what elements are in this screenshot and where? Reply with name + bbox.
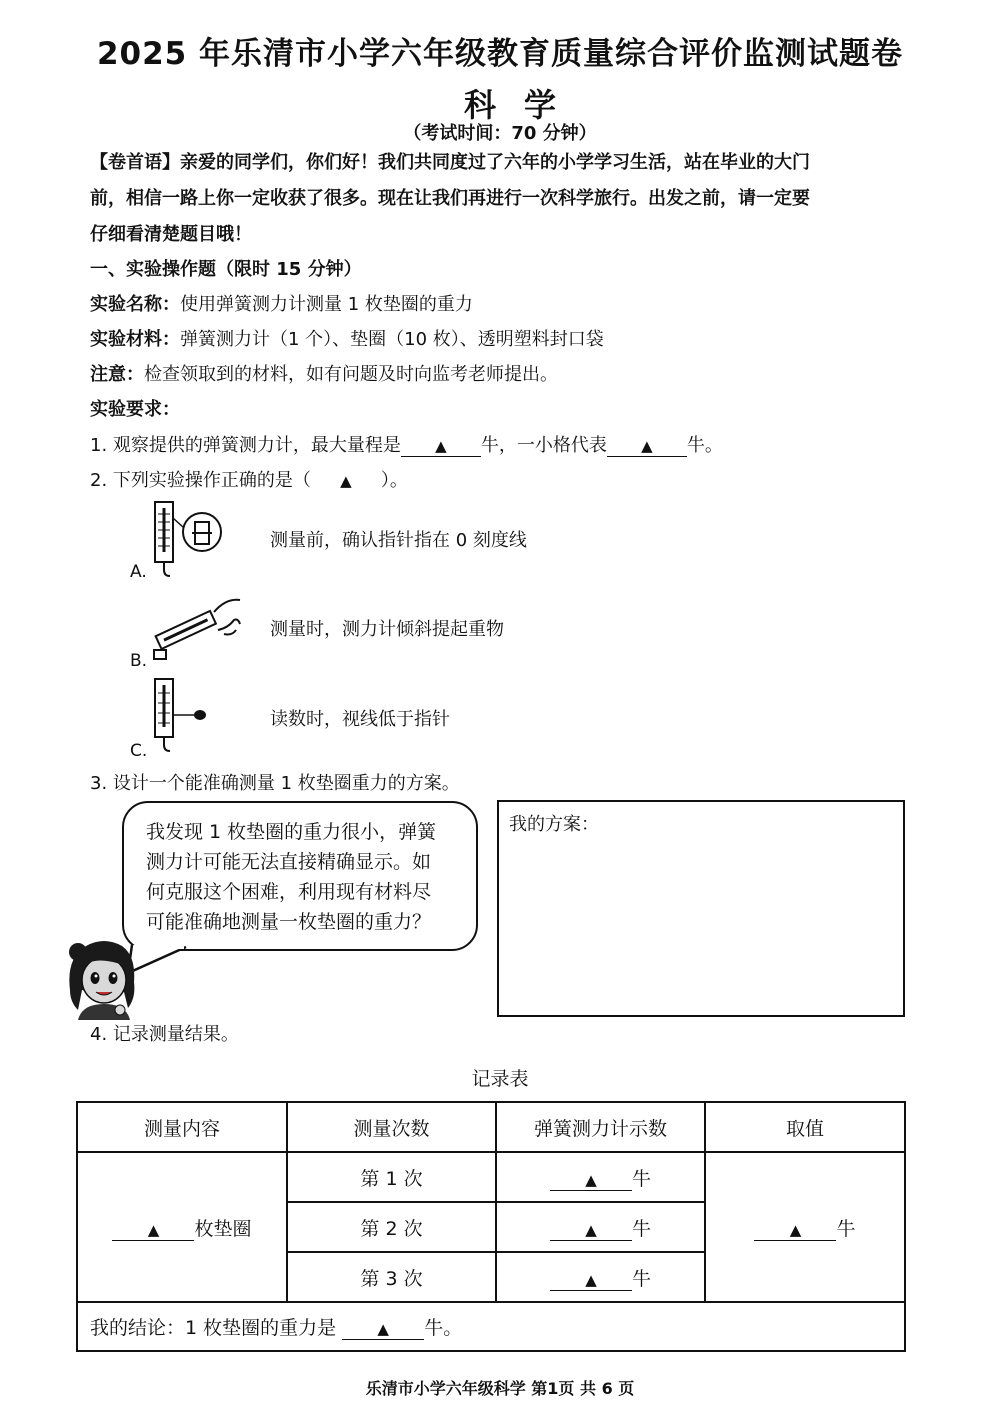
girl-character-icon: [64, 938, 146, 1020]
option-b-text: 测量时，测力计倾斜提起重物: [270, 619, 504, 640]
header-value: 取值: [705, 1102, 905, 1152]
blank-marker: ▲: [789, 1220, 802, 1239]
value-blank[interactable]: [754, 1219, 836, 1241]
blank-marker: ▲: [585, 1270, 597, 1289]
option-a-label: A.: [130, 562, 147, 582]
requirements-label: 实验要求：: [90, 399, 180, 420]
unit: 牛: [631, 1267, 651, 1290]
bubble-line: 可能准确地测量一枚垫圈的重力？: [146, 911, 432, 933]
plan-answer-box[interactable]: [497, 800, 905, 1017]
subject-title: 科学: [463, 86, 584, 124]
question-4: 4. 记录测量结果。: [90, 1024, 239, 1045]
trial-label: 第 3 次: [287, 1252, 496, 1302]
spring-scale-eye-illustration: [148, 675, 218, 757]
question-3: 3. 设计一个能准确测量 1 枚垫圈重力的方案。: [90, 773, 460, 794]
reading-cell: [496, 1152, 705, 1202]
materials-label: 实验材料：: [90, 329, 180, 350]
conclusion-blank[interactable]: [342, 1318, 424, 1340]
reading-blank-1[interactable]: [550, 1169, 632, 1191]
blank-marker: ▲: [147, 1220, 160, 1239]
blank-marker: ▲: [585, 1220, 597, 1239]
record-table: [76, 1101, 906, 1352]
conclusion-cell: [77, 1302, 905, 1351]
experiment-name-label: 实验名称：: [90, 294, 180, 315]
conclusion-row: [77, 1302, 905, 1351]
content-cell: [77, 1152, 287, 1302]
experiment-name: [90, 292, 473, 318]
trial-label: 第 1 次: [287, 1152, 496, 1202]
q1-part1: 1. 观察提供的弹簧测力计，最大量程是: [90, 435, 401, 456]
preface-line-3: 仔细看清楚题目哦！: [90, 224, 252, 245]
page-footer: 乐清市小学六年级科学 第1页 共 6 页: [365, 1379, 635, 1398]
unit: 牛: [836, 1217, 856, 1240]
q2-answer-slot[interactable]: [311, 468, 381, 494]
option-a-text: 测量前，确认指针指在 0 刻度线: [270, 530, 527, 551]
spring-scale-zero-illustration: [148, 500, 228, 582]
conclusion-text-b: 牛。: [424, 1317, 463, 1339]
content-suffix: 枚垫圈: [194, 1217, 252, 1240]
preface-line-2: 前，相信一路上你一定收获了很多。现在让我们再进行一次科学旅行。出发之前，请一定要: [90, 188, 810, 209]
bubble-line: 测力计可能无法直接精确显示。如: [146, 851, 432, 873]
blank-marker: ▲: [585, 1170, 597, 1189]
exam-time: （考试时间：70 分钟）: [403, 123, 597, 144]
option-c-label: C.: [130, 741, 148, 761]
reading-cell: [496, 1252, 705, 1302]
header-reading: 弹簧测力计示数: [496, 1102, 705, 1152]
washer-count-blank[interactable]: [112, 1219, 194, 1241]
header-trials: 测量次数: [287, 1102, 496, 1152]
spring-scale-tilted-illustration: [148, 590, 248, 662]
note-label: 注意：: [90, 364, 144, 385]
unit: 牛: [631, 1217, 651, 1240]
exam-title: 2025 年乐清市小学六年级教育质量综合评价监测试题卷: [96, 36, 904, 72]
option-b-label: B.: [130, 651, 148, 671]
table-row: [77, 1152, 905, 1202]
plan-label: 我的方案：: [509, 814, 599, 835]
blank-marker: ▲: [435, 437, 447, 455]
question-1: [90, 433, 723, 459]
blank-marker: ▲: [377, 1320, 389, 1338]
preface-line-1: 【卷首语】亲爱的同学们，你们好！我们共同度过了六年的小学学习生活，站在毕业的大门: [90, 152, 810, 173]
experiment-note: [90, 362, 558, 388]
question-2: [90, 468, 408, 494]
option-c-text: 读数时，视线低于指针: [270, 709, 450, 730]
blank-marker: ▲: [340, 472, 352, 490]
q1-part2: 牛，一小格代表: [480, 435, 607, 456]
blank-marker: ▲: [641, 437, 653, 455]
bubble-line: 我发现 1 枚垫圈的重力很小，弹簧: [146, 821, 437, 843]
q1-blank-division[interactable]: [607, 436, 687, 457]
reading-blank-3[interactable]: [550, 1269, 632, 1291]
q1-blank-range[interactable]: [401, 436, 481, 457]
experiment-name-value: 使用弹簧测力计测量 1 枚垫圈的重力: [180, 294, 473, 315]
speech-bubble: [122, 801, 478, 951]
conclusion-text-a: 我的结论：1 枚垫圈的重力是: [90, 1317, 337, 1339]
reading-cell: [496, 1202, 705, 1252]
materials-value: 弹簧测力计（1 个）、垫圈（10 枚）、透明塑料封口袋: [180, 329, 604, 350]
bubble-line: 何克服这个困难，利用现有材料尽: [146, 881, 432, 903]
unit: 牛: [631, 1167, 651, 1190]
q1-part3: 牛。: [686, 435, 723, 456]
value-cell: [705, 1152, 905, 1302]
header-content: 测量内容: [77, 1102, 287, 1152]
table-title: 记录表: [471, 1068, 529, 1090]
section-heading: 一、实验操作题（限时 15 分钟）: [90, 259, 362, 280]
trial-label: 第 2 次: [287, 1202, 496, 1252]
note-value: 检查领取到的材料，如有问题及时向监考老师提出。: [144, 364, 558, 385]
q2-stem-b: ）。: [380, 470, 408, 491]
reading-blank-2[interactable]: [550, 1219, 632, 1241]
q2-stem-a: 2. 下列实验操作正确的是（: [90, 470, 311, 491]
table-header-row: [77, 1102, 905, 1152]
experiment-materials: [90, 327, 604, 353]
